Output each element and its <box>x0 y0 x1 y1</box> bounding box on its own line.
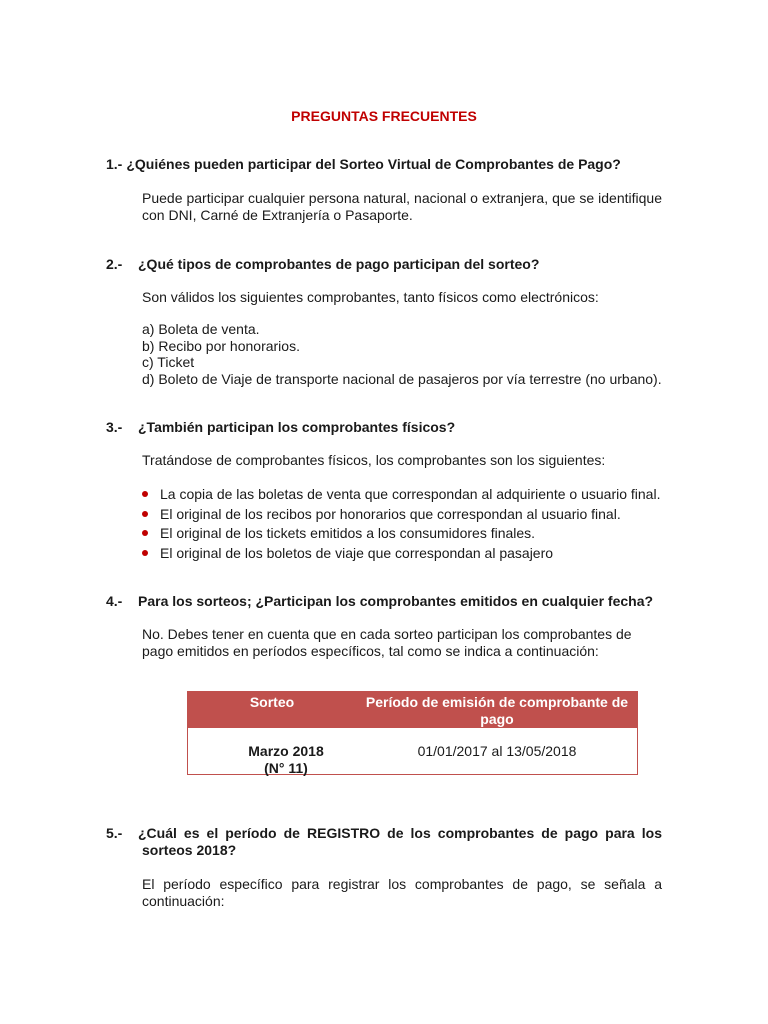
question-number: 4.- <box>106 593 123 609</box>
question-text: ¿Qué tipos de comprobantes de pago participan del sorteo? <box>138 256 540 272</box>
list-item-text: La copia de las boletas de venta que correspondan al adquiriente o usuario final. <box>160 486 661 502</box>
table-header-sorteo: Sorteo <box>249 694 295 710</box>
list-item <box>142 486 682 506</box>
question-1 <box>106 156 662 173</box>
question-number: 3.- <box>106 419 123 435</box>
bullet-icon <box>142 511 148 517</box>
question-text: ¿Quiénes pueden participar del Sorteo Virtual de Comprobantes de Pago? <box>126 156 621 172</box>
bullet-icon <box>142 530 148 536</box>
answer-2: Son válidos los siguientes comprobantes, tanto físicos como electrónicos: <box>142 289 599 305</box>
question-5 <box>106 825 662 858</box>
sorteo-number: (N° 11) <box>264 759 308 776</box>
sorteo-name: Marzo 2018 <box>248 743 324 759</box>
question-number: 5.- <box>106 825 123 841</box>
table-cell-sorteo <box>188 743 384 776</box>
list-item: b) Recibo por honorarios. <box>142 337 300 354</box>
page-title: PREGUNTAS FRECUENTES <box>291 108 477 124</box>
table-header-periodo: Período de emisión de comprobante de pago <box>365 694 629 727</box>
question-text-line2: sorteos 2018? <box>142 841 237 858</box>
list-item: c) Ticket <box>142 354 195 370</box>
answer-3: Tratándose de comprobantes físicos, los comprobantes son los siguientes: <box>142 452 606 468</box>
question-text-line1: ¿Cuál es el período de REGISTRO de los comprobantes de pago para los <box>138 825 662 841</box>
list-item-text: El original de los boletos de viaje que correspondan al pasajero <box>160 544 554 561</box>
bullet-icon <box>142 550 148 556</box>
answer-5: El período específico para registrar los comprobantes de pago, se señala a continuación: <box>142 876 662 909</box>
sorteo-table <box>187 691 638 775</box>
list-item: d) Boleto de Viaje de transporte nacional de pasajeros por vía terrestre (no urbano). <box>142 370 662 387</box>
list-item <box>142 545 682 565</box>
question-number: 1.- <box>106 156 123 172</box>
question-2 <box>106 256 662 273</box>
question-4 <box>106 593 662 610</box>
list-item: a) Boleta de venta. <box>142 321 260 337</box>
answer-4: No. Debes tener en cuenta que en cada sorteo participan los comprobantes de pago emitidos en períodos específicos, tal como se indica a continuación: <box>142 626 632 659</box>
question-number: 2.- <box>106 256 123 272</box>
question-text: ¿También participan los comprobantes físicos? <box>138 419 456 435</box>
question-3 <box>106 419 662 436</box>
table-header <box>188 692 637 728</box>
bullet-icon <box>142 491 148 497</box>
answer-1: Puede participar cualquier persona natural, nacional o extranjera, que se identifique con DNI, Carné de Extranjería o Pasaporte. <box>142 190 662 223</box>
list-item <box>142 506 682 526</box>
table-cell-periodo: 01/01/2017 al 13/05/2018 <box>417 743 577 759</box>
list-item <box>142 525 682 545</box>
list-item-text: El original de los tickets emitidos a los consumidores finales. <box>160 525 536 541</box>
physical-comprobantes-list <box>142 486 682 564</box>
list-item-text: El original de los recibos por honorarios que correspondan al usuario final. <box>160 505 621 522</box>
comprobantes-list <box>142 321 662 387</box>
question-text: Para los sorteos; ¿Participan los comprobantes emitidos en cualquier fecha? <box>138 593 654 609</box>
